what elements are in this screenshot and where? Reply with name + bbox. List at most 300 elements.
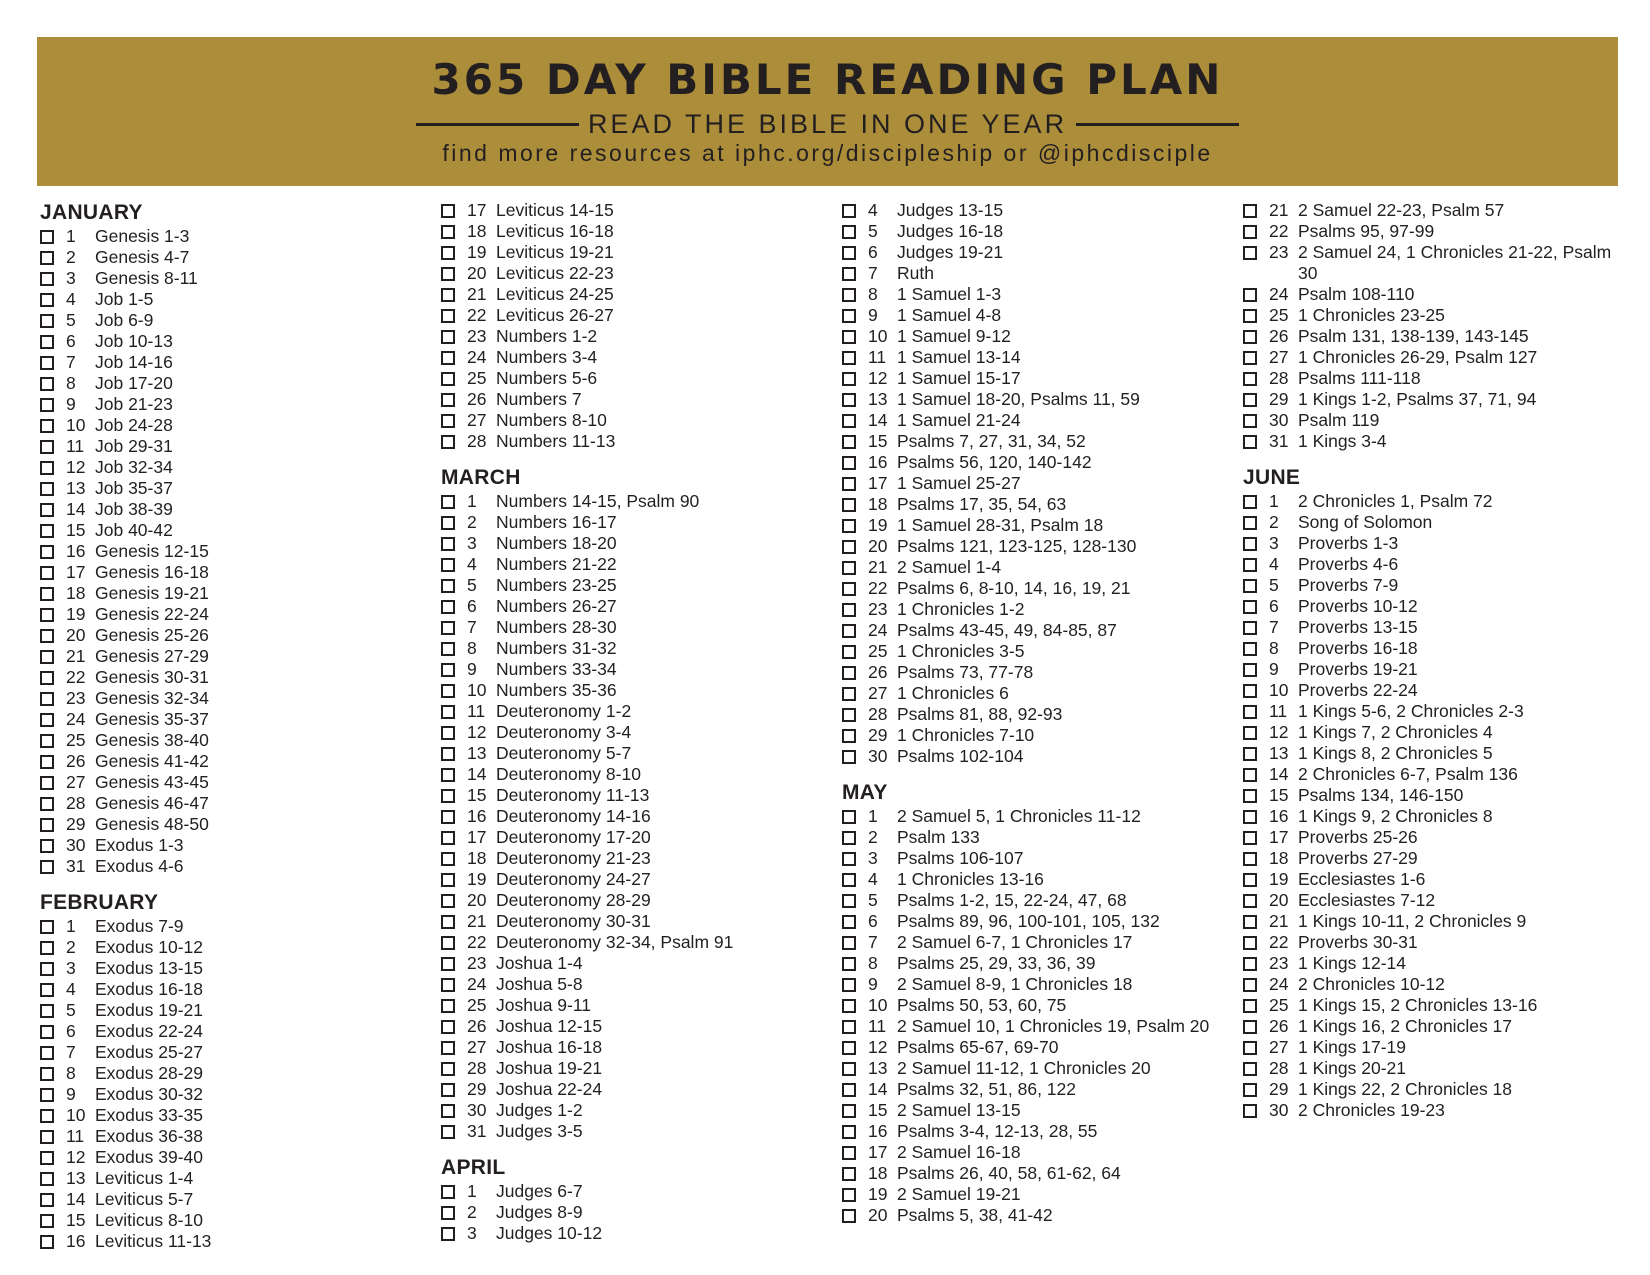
day-number: 22: [66, 667, 86, 687]
checkbox[interactable]: [842, 810, 856, 824]
reading-item: [1243, 1058, 1623, 1079]
reading-passage: Genesis 25-26: [95, 625, 209, 645]
checkbox[interactable]: [1243, 936, 1257, 950]
checkbox[interactable]: [40, 1214, 54, 1228]
checkbox[interactable]: [40, 920, 54, 934]
checkbox[interactable]: [40, 776, 54, 790]
checkbox[interactable]: [842, 687, 856, 701]
day-number: 4: [467, 554, 477, 574]
reading-item: [1243, 200, 1623, 221]
reading-item: [1243, 617, 1623, 638]
reading-item: [40, 1210, 420, 1231]
checkbox[interactable]: [441, 894, 455, 908]
reading-passage: Job 35-37: [95, 478, 173, 498]
checkbox[interactable]: [40, 839, 54, 853]
day-number: 8: [467, 638, 477, 658]
checkbox[interactable]: [441, 1125, 455, 1139]
day-number: 15: [868, 431, 888, 451]
checkbox[interactable]: [40, 1025, 54, 1039]
checkbox[interactable]: [842, 435, 856, 449]
checkbox[interactable]: [842, 246, 856, 260]
reading-passage: Judges 3-5: [496, 1121, 583, 1141]
reading-item: [1243, 1037, 1623, 1058]
checkbox[interactable]: [40, 1193, 54, 1207]
checkbox[interactable]: [842, 309, 856, 323]
checkbox[interactable]: [842, 330, 856, 344]
day-number: 22: [467, 932, 487, 952]
reading-item: [842, 869, 1222, 890]
checkbox[interactable]: [441, 1041, 455, 1055]
checkbox[interactable]: [40, 377, 54, 391]
reading-item: [40, 979, 420, 1000]
checkbox[interactable]: [842, 372, 856, 386]
reading-item: [40, 1126, 420, 1147]
checkbox[interactable]: [40, 419, 54, 433]
checkbox[interactable]: [441, 684, 455, 698]
checkbox[interactable]: [441, 288, 455, 302]
checkbox[interactable]: [40, 608, 54, 622]
day-number: 3: [66, 958, 76, 978]
checkbox[interactable]: [40, 1172, 54, 1186]
reading-passage: 2 Samuel 11-12, 1 Chronicles 20: [897, 1058, 1151, 1078]
reading-item: [842, 953, 1222, 974]
checkbox[interactable]: [842, 1167, 856, 1181]
checkbox[interactable]: [40, 629, 54, 643]
checkbox[interactable]: [40, 860, 54, 874]
checkbox[interactable]: [842, 708, 856, 722]
checkbox[interactable]: [842, 1209, 856, 1223]
checkbox[interactable]: [40, 734, 54, 748]
day-number: 5: [1269, 575, 1279, 595]
checkbox[interactable]: [842, 603, 856, 617]
reading-item: [441, 284, 821, 305]
checkbox[interactable]: [441, 915, 455, 929]
checkbox[interactable]: [842, 666, 856, 680]
checkbox[interactable]: [40, 1235, 54, 1249]
checkbox[interactable]: [40, 797, 54, 811]
checkbox[interactable]: [40, 1046, 54, 1060]
day-number: 28: [66, 793, 86, 813]
column-4: [1243, 200, 1623, 1121]
checkbox[interactable]: [1243, 642, 1257, 656]
reading-item: [1243, 431, 1623, 452]
reading-passage: Proverbs 13-15: [1298, 617, 1418, 637]
checkbox[interactable]: [842, 288, 856, 302]
reading-item: [842, 848, 1222, 869]
reading-passage: Exodus 30-32: [95, 1084, 203, 1104]
checkbox[interactable]: [40, 293, 54, 307]
checkbox[interactable]: [40, 1109, 54, 1123]
checkbox[interactable]: [441, 558, 455, 572]
checkbox[interactable]: [40, 524, 54, 538]
checkbox[interactable]: [441, 642, 455, 656]
reading-passage: 1 Kings 12-14: [1298, 953, 1406, 973]
checkbox[interactable]: [441, 204, 455, 218]
checkbox[interactable]: [842, 498, 856, 512]
checkbox[interactable]: [441, 621, 455, 635]
checkbox[interactable]: [1243, 957, 1257, 971]
checkbox[interactable]: [842, 894, 856, 908]
checkbox[interactable]: [1243, 495, 1257, 509]
checkbox[interactable]: [1243, 558, 1257, 572]
checkbox[interactable]: [842, 999, 856, 1013]
day-number: 1: [66, 916, 76, 936]
checkbox[interactable]: [842, 873, 856, 887]
day-number: 31: [1269, 431, 1289, 451]
checkbox[interactable]: [441, 831, 455, 845]
checkbox[interactable]: [1243, 663, 1257, 677]
checkbox[interactable]: [441, 1083, 455, 1097]
checkbox[interactable]: [842, 540, 856, 554]
checkbox[interactable]: [842, 1125, 856, 1139]
day-number: 26: [467, 389, 487, 409]
checkbox[interactable]: [441, 393, 455, 407]
reading-passage: Leviticus 22-23: [496, 263, 614, 283]
reading-item: [40, 1042, 420, 1063]
checkbox[interactable]: [441, 351, 455, 365]
checkbox[interactable]: [842, 1146, 856, 1160]
checkbox[interactable]: [441, 852, 455, 866]
checkbox[interactable]: [842, 456, 856, 470]
reading-passage: Proverbs 1-3: [1298, 533, 1399, 553]
checkbox[interactable]: [40, 482, 54, 496]
checkbox[interactable]: [1243, 330, 1257, 344]
reading-passage: Psalms 7, 27, 31, 34, 52: [897, 431, 1086, 451]
day-number: 2: [66, 247, 76, 267]
reading-item: [842, 1205, 1222, 1226]
checkbox[interactable]: [441, 999, 455, 1013]
checkbox[interactable]: [441, 435, 455, 449]
checkbox[interactable]: [1243, 726, 1257, 740]
checkbox[interactable]: [842, 624, 856, 638]
reading-item: [441, 785, 821, 806]
reading-item: [40, 937, 420, 958]
checkbox[interactable]: [1243, 246, 1257, 260]
reading-item: [842, 806, 1222, 827]
checkbox[interactable]: [441, 957, 455, 971]
checkbox[interactable]: [1243, 204, 1257, 218]
checkbox[interactable]: [842, 852, 856, 866]
reading-item: [441, 1037, 821, 1058]
checkbox[interactable]: [40, 314, 54, 328]
checkbox[interactable]: [842, 582, 856, 596]
reading-item: [1243, 221, 1623, 242]
checkbox[interactable]: [1243, 225, 1257, 239]
checkbox[interactable]: [40, 566, 54, 580]
reading-passage: Leviticus 5-7: [95, 1189, 194, 1209]
checkbox[interactable]: [1243, 1041, 1257, 1055]
checkbox[interactable]: [441, 414, 455, 428]
checkbox[interactable]: [441, 873, 455, 887]
checkbox[interactable]: [40, 398, 54, 412]
checkbox[interactable]: [1243, 393, 1257, 407]
checkbox[interactable]: [1243, 621, 1257, 635]
checkbox[interactable]: [441, 516, 455, 530]
checkbox[interactable]: [40, 713, 54, 727]
reading-passage: Joshua 22-24: [496, 1079, 603, 1099]
day-number: 25: [1269, 305, 1289, 325]
reading-passage: Genesis 8-11: [95, 268, 198, 288]
checkbox[interactable]: [842, 645, 856, 659]
checkbox[interactable]: [40, 503, 54, 517]
checkbox[interactable]: [1243, 288, 1257, 302]
day-number: 8: [1269, 638, 1279, 658]
reading-item: [40, 772, 420, 793]
checkbox[interactable]: [441, 1020, 455, 1034]
checkbox[interactable]: [842, 750, 856, 764]
checkbox[interactable]: [441, 789, 455, 803]
reading-item: [40, 1147, 420, 1168]
reading-passage: 2 Samuel 19-21: [897, 1184, 1021, 1204]
day-number: 15: [66, 520, 86, 540]
checkbox[interactable]: [40, 1130, 54, 1144]
checkbox[interactable]: [1243, 372, 1257, 386]
checkbox[interactable]: [842, 1188, 856, 1202]
checkbox[interactable]: [40, 671, 54, 685]
checkbox[interactable]: [1243, 894, 1257, 908]
reading-passage: 1 Chronicles 1-2: [897, 599, 1025, 619]
reading-passage: Deuteronomy 3-4: [496, 722, 632, 742]
reading-passage: 1 Samuel 21-24: [897, 410, 1021, 430]
checkbox[interactable]: [842, 831, 856, 845]
reading-item: [40, 835, 420, 856]
reading-passage: Joshua 12-15: [496, 1016, 603, 1036]
checkbox[interactable]: [441, 267, 455, 281]
day-number: 6: [66, 331, 76, 351]
checkbox[interactable]: [40, 650, 54, 664]
checkbox[interactable]: [441, 747, 455, 761]
checkbox[interactable]: [842, 1041, 856, 1055]
checkbox[interactable]: [842, 225, 856, 239]
day-number: 24: [1269, 284, 1289, 304]
reading-passage: Numbers 14-15, Psalm 90: [496, 491, 700, 511]
day-number: 28: [467, 431, 487, 451]
day-number: 16: [868, 452, 888, 472]
checkbox[interactable]: [40, 587, 54, 601]
checkbox[interactable]: [842, 957, 856, 971]
reading-item: [40, 856, 420, 877]
reading-item: [441, 890, 821, 911]
checkbox[interactable]: [441, 726, 455, 740]
checkbox[interactable]: [842, 1104, 856, 1118]
checkbox[interactable]: [441, 1104, 455, 1118]
checkbox[interactable]: [1243, 768, 1257, 782]
checkbox[interactable]: [842, 519, 856, 533]
checkbox[interactable]: [40, 440, 54, 454]
checkbox[interactable]: [40, 545, 54, 559]
checkbox[interactable]: [1243, 915, 1257, 929]
checkbox[interactable]: [40, 251, 54, 265]
checkbox[interactable]: [1243, 579, 1257, 593]
checkbox[interactable]: [441, 936, 455, 950]
reading-passage: Job 38-39: [95, 499, 173, 519]
reading-passage: Proverbs 27-29: [1298, 848, 1418, 868]
reading-passage: Numbers 5-6: [496, 368, 598, 388]
reading-item: [842, 746, 1222, 767]
checkbox[interactable]: [40, 356, 54, 370]
day-number: 1: [467, 491, 477, 511]
checkbox[interactable]: [842, 393, 856, 407]
reading-passage: Leviticus 16-18: [496, 221, 614, 241]
reading-item: [842, 515, 1222, 536]
reading-passage: Numbers 8-10: [496, 410, 607, 430]
day-number: 20: [1269, 890, 1289, 910]
day-number: 25: [66, 730, 86, 750]
checkbox[interactable]: [842, 936, 856, 950]
reading-passage: Genesis 4-7: [95, 247, 190, 267]
day-number: 20: [868, 1205, 888, 1225]
day-number: 30: [1269, 410, 1289, 430]
reading-item: [40, 814, 420, 835]
checkbox[interactable]: [1243, 789, 1257, 803]
reading-passage: Deuteronomy 5-7: [496, 743, 632, 763]
reading-passage: Job 10-13: [95, 331, 173, 351]
checkbox[interactable]: [1243, 1104, 1257, 1118]
checkbox[interactable]: [40, 941, 54, 955]
reading-item: [1243, 1079, 1623, 1100]
checkbox[interactable]: [441, 1185, 455, 1199]
checkbox[interactable]: [842, 729, 856, 743]
day-number: 1: [1269, 491, 1279, 511]
reading-passage: 1 Chronicles 7-10: [897, 725, 1035, 745]
reading-item: [40, 289, 420, 310]
reading-item: [842, 1142, 1222, 1163]
checkbox[interactable]: [1243, 435, 1257, 449]
checkbox[interactable]: [842, 561, 856, 575]
checkbox[interactable]: [441, 810, 455, 824]
checkbox[interactable]: [1243, 414, 1257, 428]
checkbox[interactable]: [1243, 684, 1257, 698]
day-number: 15: [1269, 785, 1289, 805]
checkbox[interactable]: [842, 1083, 856, 1097]
day-number: 7: [868, 932, 878, 952]
checkbox[interactable]: [441, 495, 455, 509]
checkbox[interactable]: [441, 246, 455, 260]
checkbox[interactable]: [1243, 810, 1257, 824]
day-number: 29: [1269, 1079, 1289, 1099]
checkbox[interactable]: [842, 477, 856, 491]
reading-passage: Exodus 33-35: [95, 1105, 203, 1125]
checkbox[interactable]: [1243, 831, 1257, 845]
reading-passage: Exodus 25-27: [95, 1042, 203, 1062]
checkbox[interactable]: [441, 705, 455, 719]
day-number: 19: [868, 515, 888, 535]
day-number: 23: [66, 688, 86, 708]
reading-passage: 2 Chronicles 10-12: [1298, 974, 1445, 994]
checkbox[interactable]: [1243, 600, 1257, 614]
reading-item: [441, 1016, 821, 1037]
checkbox[interactable]: [842, 978, 856, 992]
checkbox[interactable]: [40, 1067, 54, 1081]
reading-passage: 1 Samuel 25-27: [897, 473, 1021, 493]
checkbox[interactable]: [40, 335, 54, 349]
checkbox[interactable]: [40, 230, 54, 244]
checkbox[interactable]: [842, 351, 856, 365]
checkbox[interactable]: [441, 579, 455, 593]
checkbox[interactable]: [40, 983, 54, 997]
checkbox[interactable]: [1243, 537, 1257, 551]
checkbox[interactable]: [1243, 852, 1257, 866]
checkbox[interactable]: [441, 537, 455, 551]
checkbox[interactable]: [40, 962, 54, 976]
reading-passage: 1 Kings 5-6, 2 Chronicles 2-3: [1298, 701, 1524, 721]
checkbox[interactable]: [842, 267, 856, 281]
checkbox[interactable]: [441, 1227, 455, 1241]
reading-passage: Ecclesiastes 7-12: [1298, 890, 1436, 910]
checkbox[interactable]: [441, 600, 455, 614]
reading-item: [842, 911, 1222, 932]
reading-passage: 1 Samuel 13-14: [897, 347, 1021, 367]
day-number: 13: [868, 1058, 888, 1078]
day-number: 25: [467, 368, 487, 388]
checkbox[interactable]: [40, 755, 54, 769]
day-number: 3: [1269, 533, 1279, 553]
checkbox[interactable]: [40, 272, 54, 286]
day-number: 4: [868, 869, 878, 889]
checkbox[interactable]: [1243, 747, 1257, 761]
checkbox[interactable]: [441, 768, 455, 782]
checkbox[interactable]: [441, 1206, 455, 1220]
checkbox[interactable]: [1243, 999, 1257, 1013]
reading-item: [1243, 932, 1623, 953]
reading-passage: Genesis 38-40: [95, 730, 209, 750]
day-number: 7: [66, 1042, 76, 1062]
checkbox[interactable]: [40, 818, 54, 832]
checkbox[interactable]: [1243, 705, 1257, 719]
reading-item: [40, 793, 420, 814]
checkbox[interactable]: [1243, 978, 1257, 992]
checkbox[interactable]: [40, 692, 54, 706]
checkbox[interactable]: [441, 309, 455, 323]
checkbox[interactable]: [441, 1062, 455, 1076]
checkbox[interactable]: [1243, 1020, 1257, 1034]
day-number: 2: [467, 1202, 477, 1222]
reading-passage: 1 Kings 9, 2 Chronicles 8: [1298, 806, 1493, 826]
checkbox[interactable]: [842, 915, 856, 929]
checkbox[interactable]: [40, 1088, 54, 1102]
checkbox[interactable]: [441, 225, 455, 239]
day-number: 20: [66, 625, 86, 645]
checkbox[interactable]: [1243, 873, 1257, 887]
reading-item: [441, 932, 821, 953]
reading-passage: Genesis 27-29: [95, 646, 209, 666]
checkbox[interactable]: [441, 978, 455, 992]
checkbox[interactable]: [441, 330, 455, 344]
reading-passage: Psalms 102-104: [897, 746, 1024, 766]
reading-item: [1243, 305, 1623, 326]
checkbox[interactable]: [441, 372, 455, 386]
checkbox[interactable]: [842, 1020, 856, 1034]
checkbox[interactable]: [40, 461, 54, 475]
checkbox[interactable]: [842, 204, 856, 218]
reading-item: [40, 1063, 420, 1084]
checkbox[interactable]: [842, 414, 856, 428]
reading-item: [441, 575, 821, 596]
checkbox[interactable]: [40, 1004, 54, 1018]
checkbox[interactable]: [1243, 1062, 1257, 1076]
checkbox[interactable]: [1243, 351, 1257, 365]
checkbox[interactable]: [842, 1062, 856, 1076]
checkbox[interactable]: [1243, 1083, 1257, 1097]
checkbox[interactable]: [1243, 309, 1257, 323]
checkbox[interactable]: [40, 1151, 54, 1165]
checkbox[interactable]: [441, 663, 455, 677]
reading-item: [842, 389, 1222, 410]
reading-passage: Exodus 7-9: [95, 916, 184, 936]
checkbox[interactable]: [1243, 516, 1257, 530]
day-number: 27: [467, 410, 487, 430]
day-number: 21: [1269, 200, 1289, 220]
